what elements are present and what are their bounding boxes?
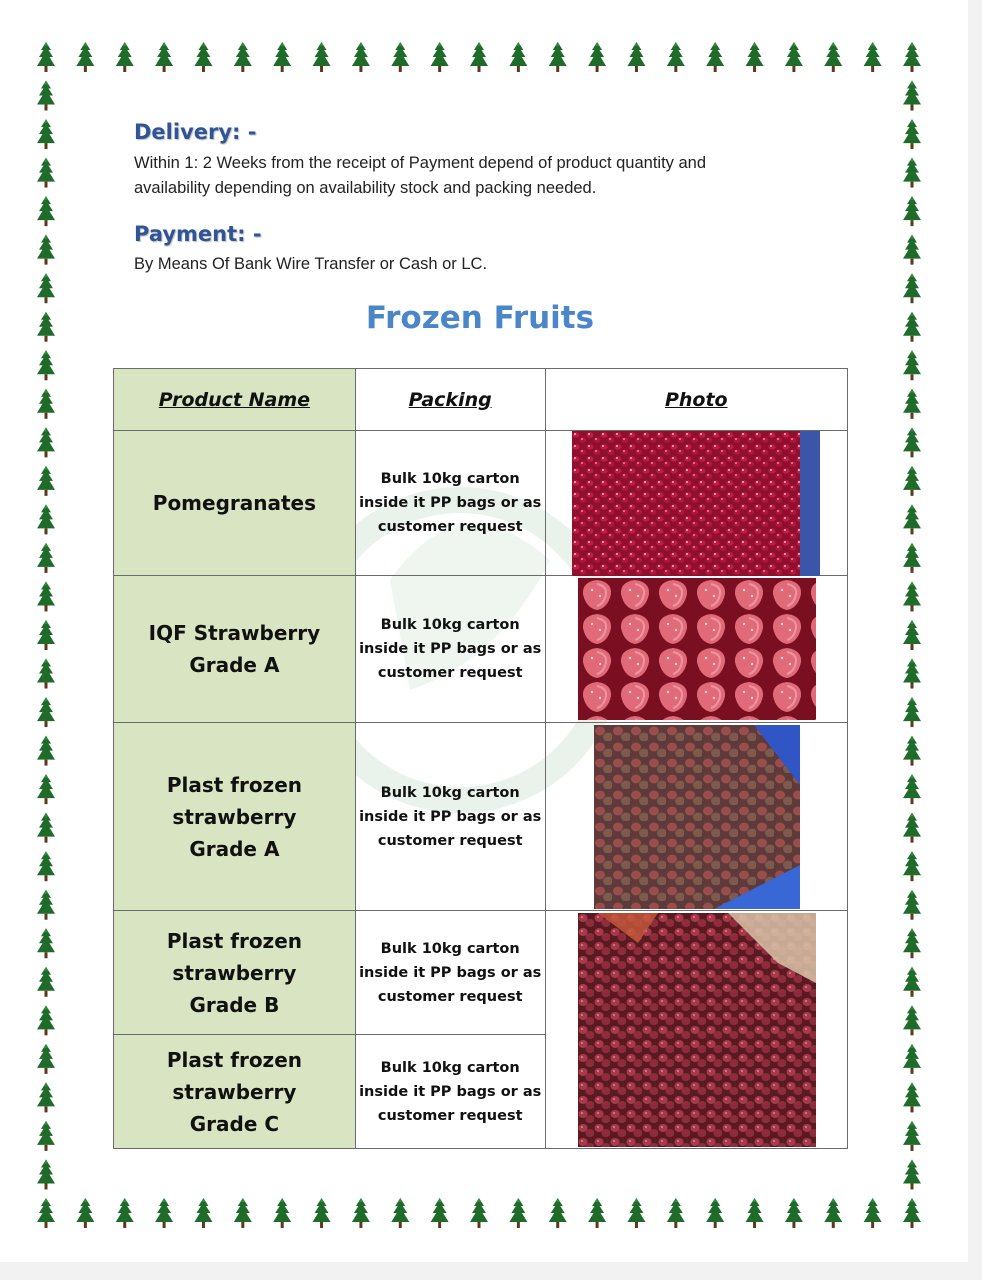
pine-tree-icon — [116, 1198, 134, 1228]
iqf-strawberry-photo — [578, 578, 816, 720]
pine-tree-icon — [903, 427, 921, 457]
pine-tree-icon — [903, 967, 921, 997]
pine-tree-icon — [824, 42, 842, 72]
pine-tree-icon — [273, 42, 291, 72]
pine-tree-icon — [903, 1082, 921, 1112]
pine-tree-icon — [234, 42, 252, 72]
packing-line: customer request — [377, 988, 523, 1005]
pine-tree-icon — [470, 1198, 488, 1228]
packing-cell — [355, 723, 545, 911]
pine-tree-icon — [903, 581, 921, 611]
pine-tree-icon — [352, 42, 370, 72]
pine-tree-icon — [470, 42, 488, 72]
product-name-cell — [114, 723, 356, 911]
pine-tree-icon — [627, 42, 645, 72]
pine-tree-icon — [37, 1159, 55, 1189]
pine-tree-icon — [155, 1198, 173, 1228]
pine-tree-icon — [903, 543, 921, 573]
pine-tree-icon — [194, 42, 212, 72]
pine-tree-icon — [37, 1044, 55, 1074]
pine-tree-icon — [37, 273, 55, 303]
packing-line: Bulk 10kg carton — [380, 1059, 520, 1076]
table-row — [114, 723, 848, 911]
pine-tree-icon — [903, 620, 921, 650]
pine-tree-icon — [903, 1044, 921, 1074]
pine-tree-icon — [903, 42, 921, 72]
pine-tree-icon — [903, 389, 921, 419]
pine-tree-icon — [37, 928, 55, 958]
pine-tree-icon — [903, 813, 921, 843]
packing-cell — [355, 431, 545, 576]
pomegranate-arils-photo — [572, 431, 820, 576]
product-name-cell — [114, 576, 356, 723]
product-name-line: Grade A — [189, 836, 280, 861]
pine-tree-icon — [549, 42, 567, 72]
pine-tree-icon — [903, 1198, 921, 1228]
product-name-line: Plast frozen — [166, 1047, 302, 1072]
packing-line: inside it PP bags or as — [359, 495, 542, 511]
pine-tree-icon — [509, 1198, 527, 1228]
table-row — [114, 431, 848, 576]
pine-tree-icon — [37, 736, 55, 766]
packing-cell — [355, 576, 545, 723]
pine-tree-icon — [746, 1198, 764, 1228]
pine-tree-icon — [903, 504, 921, 534]
pine-tree-icon — [37, 389, 55, 419]
pine-tree-icon — [313, 42, 331, 72]
product-name-line: Grade C — [189, 1111, 280, 1136]
pine-tree-icon — [37, 119, 55, 149]
packing-line: customer request — [377, 519, 523, 535]
pine-tree-icon — [667, 1198, 685, 1228]
pine-tree-icon — [37, 1082, 55, 1112]
pine-tree-icon — [37, 1121, 55, 1151]
delivery-line-1: Within 1: 2 Weeks from the receipt of Payment depend of product quantity and — [134, 154, 707, 172]
pine-tree-icon — [903, 851, 921, 881]
pine-tree-icon — [37, 813, 55, 843]
pine-tree-icon — [352, 1198, 370, 1228]
packing-line: Bulk 10kg carton — [380, 471, 520, 487]
packing-line: Bulk 10kg carton — [380, 617, 520, 633]
pine-tree-icon — [785, 42, 803, 72]
pine-tree-icon — [431, 42, 449, 72]
pine-tree-icon — [37, 466, 55, 496]
pine-tree-icon — [903, 350, 921, 380]
pine-tree-icon — [37, 196, 55, 226]
pine-tree-icon — [864, 1198, 882, 1228]
pine-tree-icon — [785, 1198, 803, 1228]
packing-line: inside it PP bags or as — [359, 641, 542, 657]
payment-text: By Means Of Bank Wire Transfer or Cash or LC. — [134, 255, 488, 273]
pine-tree-icon — [903, 273, 921, 303]
packing-line: Bulk 10kg carton — [380, 940, 520, 957]
product-name-line: Pomegranates — [152, 491, 317, 515]
section-title: Frozen Fruits — [365, 300, 595, 336]
pine-tree-icon — [903, 235, 921, 265]
pine-tree-icon — [903, 697, 921, 727]
header-photo: Photo — [545, 369, 847, 431]
product-name-cell — [114, 431, 356, 576]
pine-tree-icon — [273, 1198, 291, 1228]
packing-cell — [355, 911, 545, 1035]
packing-line: inside it PP bags or as — [359, 808, 542, 825]
table-row — [114, 576, 848, 723]
packing-line: customer request — [377, 665, 523, 681]
pine-tree-icon — [37, 581, 55, 611]
product-name-line: Plast frozen — [166, 772, 302, 797]
product-name-line: IQF Strawberry — [148, 621, 321, 645]
pine-tree-icon — [588, 42, 606, 72]
pine-tree-icon — [155, 42, 173, 72]
table-row — [114, 911, 848, 1035]
pine-tree-icon — [37, 81, 55, 111]
photo-cell — [545, 576, 847, 723]
plast-strawberry-grade-b-c-photo — [578, 913, 816, 1147]
pine-tree-icon — [37, 774, 55, 804]
pine-tree-icon — [37, 967, 55, 997]
header-product-name: Product Name — [114, 369, 356, 431]
pine-tree-icon — [588, 1198, 606, 1228]
pine-tree-icon — [37, 350, 55, 380]
pine-tree-icon — [37, 890, 55, 920]
pine-tree-icon — [903, 1121, 921, 1151]
pine-tree-icon — [706, 1198, 724, 1228]
product-name-line: Plast frozen — [166, 928, 302, 953]
pine-tree-icon — [234, 1198, 252, 1228]
pine-tree-icon — [37, 659, 55, 689]
pine-tree-icon — [313, 1198, 331, 1228]
product-name-line: strawberry — [172, 804, 297, 829]
pine-tree-icon — [37, 697, 55, 727]
pine-tree-icon — [391, 1198, 409, 1228]
product-name-cell — [114, 1035, 356, 1149]
product-name-line: strawberry — [172, 1079, 297, 1104]
pine-tree-icon — [37, 504, 55, 534]
pine-tree-icon — [903, 158, 921, 188]
pine-tree-icon — [903, 1159, 921, 1189]
pine-tree-icon — [903, 81, 921, 111]
product-name-line: Grade A — [189, 653, 280, 677]
pine-tree-icon — [903, 774, 921, 804]
delivery-heading: Delivery: - — [134, 120, 257, 144]
pine-tree-icon — [627, 1198, 645, 1228]
packing-line: customer request — [377, 832, 523, 849]
pine-tree-icon — [903, 119, 921, 149]
pine-tree-icon — [824, 1198, 842, 1228]
product-name-line: Grade B — [189, 992, 280, 1017]
product-name-line: strawberry — [172, 960, 297, 985]
packing-line: customer request — [377, 1107, 523, 1124]
packing-line: inside it PP bags or as — [359, 964, 542, 981]
pine-tree-icon — [116, 42, 134, 72]
pine-tree-icon — [76, 1198, 94, 1228]
pine-tree-icon — [509, 42, 527, 72]
pine-tree-icon — [431, 1198, 449, 1228]
pine-tree-icon — [706, 42, 724, 72]
pine-tree-icon — [37, 543, 55, 573]
photo-cell — [545, 431, 847, 576]
pine-tree-icon — [76, 42, 94, 72]
pine-tree-icon — [746, 42, 764, 72]
product-name-cell — [114, 911, 356, 1035]
pine-tree-icon — [903, 890, 921, 920]
pine-tree-icon — [903, 1005, 921, 1035]
pine-tree-icon — [903, 196, 921, 226]
photo-cell — [545, 723, 847, 911]
pine-tree-icon — [37, 620, 55, 650]
packing-cell — [355, 1035, 545, 1149]
pine-tree-icon — [667, 42, 685, 72]
pine-tree-icon — [864, 42, 882, 72]
pine-tree-icon — [37, 427, 55, 457]
pine-tree-icon — [37, 42, 55, 72]
delivery-text — [134, 151, 706, 201]
pine-tree-icon — [37, 851, 55, 881]
pine-tree-icon — [194, 1198, 212, 1228]
photo-cell — [545, 911, 847, 1149]
pine-tree-icon — [37, 158, 55, 188]
pine-tree-icon — [549, 1198, 567, 1228]
pine-tree-icon — [391, 42, 409, 72]
header-packing: Packing — [355, 369, 545, 431]
pine-tree-icon — [37, 235, 55, 265]
pine-tree-icon — [37, 1198, 55, 1228]
pine-tree-icon — [903, 928, 921, 958]
delivery-line-2: availability depending on availability stock and packing needed. — [134, 179, 597, 197]
packing-line: Bulk 10kg carton — [380, 784, 520, 801]
table-header-row — [114, 369, 848, 431]
payment-heading: Payment: - — [134, 222, 262, 246]
packing-line: inside it PP bags or as — [359, 1083, 542, 1100]
pine-tree-icon — [903, 466, 921, 496]
products-table — [113, 368, 848, 1149]
pine-tree-icon — [903, 659, 921, 689]
plast-strawberry-grade-a-photo — [594, 725, 800, 909]
pine-tree-icon — [37, 1005, 55, 1035]
pine-tree-icon — [903, 736, 921, 766]
